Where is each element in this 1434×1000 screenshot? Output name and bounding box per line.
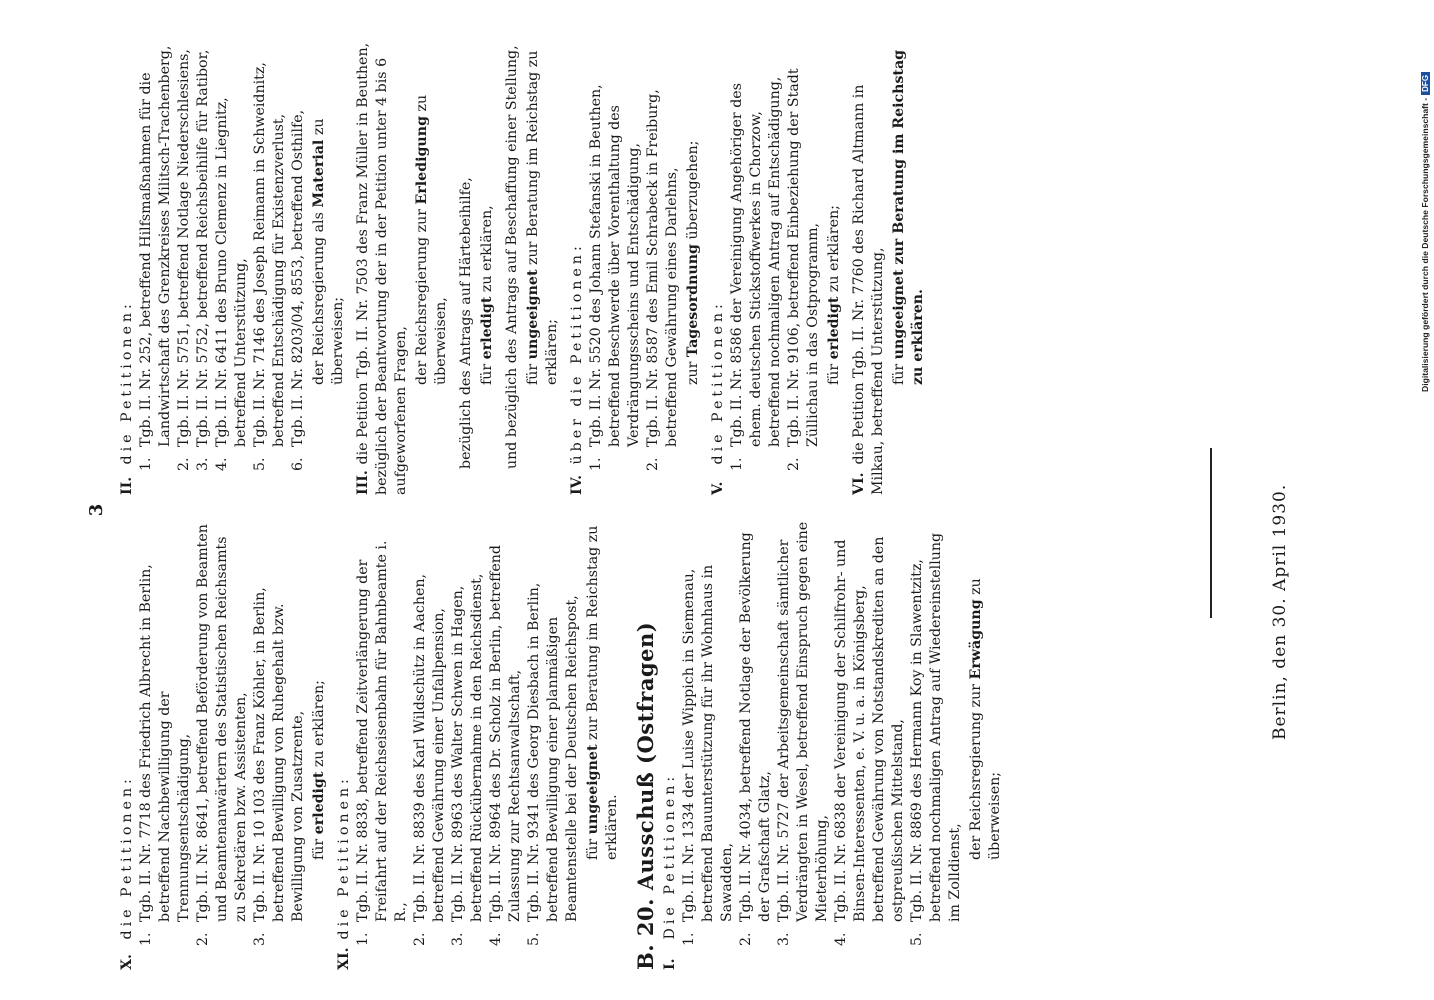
section-iii-number: III. [355, 470, 371, 495]
resolution-text: zu überweisen, [414, 94, 449, 385]
section-xi-heading [335, 520, 354, 970]
list-item [908, 520, 965, 970]
resolution [413, 40, 451, 495]
section-i-title: Die Petitionen: [662, 772, 678, 940]
item-number: 2. [645, 457, 661, 471]
list-item [137, 40, 175, 495]
resolution [890, 40, 928, 495]
list-item [487, 520, 525, 970]
list-item [525, 520, 582, 970]
item-text: Tgb. II. Nr. 8587 des Emil Schrabeck in Freiburg, betreffend Gewährung eines Darlehns, [645, 89, 680, 447]
resolution-text: der Reichsregierung zur [968, 679, 984, 860]
resolution [684, 40, 703, 495]
list-item [137, 520, 194, 970]
item-text: Tgb. II. Nr. 252, betreffend Hilfsmaßnahmen für die Landwirtschaft des Grenzkreises Militsch-Trachenberg, [138, 45, 173, 447]
resolution-keyword: erledigt [311, 771, 327, 835]
item-number: 4. [214, 457, 230, 471]
item-number: 4. [833, 932, 849, 946]
item-number: 1. [138, 932, 154, 946]
item-text: Tgb. II. Nr. 8641, betreffend Beförderung von Beamten und Beamtenanwärtern des Statistischen Reichsamts zu Sekretären bzw. Assistenten, [195, 524, 249, 922]
section-x-heading [118, 520, 137, 970]
item-number: 1. [138, 457, 154, 471]
resolution-keyword: erledigt [479, 296, 495, 360]
item-number: 3. [252, 932, 268, 946]
item-text: Tgb. II. Nr. 5727 der Arbeitsgemeinschaft sämtlicher Verdrängten in Wesel, betreffend Einspruch gegen eine Mieterhöhung, [776, 521, 830, 922]
section-xi-title: die Petitionen: [336, 775, 352, 940]
item-text: Tgb. II. Nr. 8586 der Vereinigung Angehöriger des ehem. deutschen Stickstoffwerkes in Chorzow, betreffend nochmaligen Antrag auf Entschädigung, [729, 76, 783, 447]
item-number: 5. [909, 932, 925, 946]
resolution-text: für [525, 359, 541, 385]
resolution-text: zu überweisen; [968, 578, 1003, 860]
resolution-text: zur [685, 357, 701, 385]
resolution-text: der Reichsregierung als [311, 207, 327, 385]
item-number: 2. [412, 932, 428, 946]
section-ii-heading [118, 40, 137, 495]
item-number: 2. [738, 932, 754, 946]
resolution-text: für [585, 834, 601, 860]
right-column [118, 40, 934, 495]
item-number: 2. [786, 457, 802, 471]
resolution-text: für [891, 359, 907, 385]
item-text: Tgb. II. Nr. 5520 des Johann Stefanski in Beuthen, betreffend Beschwerde über Vorenthaltung des Verdrängungsscheins und Entschädigung, [588, 84, 642, 447]
digitization-credit [1420, 72, 1430, 392]
section-iv-title: über die Petitionen: [569, 242, 585, 465]
section-xi-number: XI. [336, 947, 352, 970]
section-iii-line: und bezüglich des Antrags auf Beschaffung einer Stellung, [504, 45, 520, 469]
resolution-text: überzugehen; [685, 140, 701, 245]
list-item [644, 40, 682, 495]
item-text: Tgb. II. Nr. 9341 des Georg Diesbach in Berlin, betreffend Bewilligung einer planmäßigen Beamtenstelle bei der Deutschen Reichspost, [526, 582, 580, 922]
item-number: 1. [681, 932, 697, 946]
resolution-text: zu erklären; [826, 205, 842, 297]
resolution-text: für [826, 359, 842, 385]
signature-rule [1210, 448, 1212, 618]
item-text: Tgb. II. Nr. 6838 der Vereinigung der Schilfrohr- und Binsen-Interessenten, e. V. u. a. in Königsberg, betreffend Gewährung von Notstandskrediten an den ostpreußischen Mittelstand, [833, 536, 906, 922]
item-text: Tgb. II. Nr. 8964 des Dr. Scholz in Berlin, betreffend Zulassung zur Rechtsanwaltschaft, [488, 545, 523, 922]
section-iv-number: IV. [569, 474, 585, 495]
section-i-number: I. [662, 958, 678, 970]
item-text: Tgb. II. Nr. 4034, betreffend Notlage der Bevölkerung der Grafschaft Glatz, [738, 532, 773, 922]
list-item [354, 520, 411, 970]
item-number: 2. [176, 457, 192, 471]
list-item [785, 40, 823, 495]
item-text: Tgb. II. Nr. 7718 des Friedrich Albrecht in Berlin, betreffend Nachbewilligung der Trennungsentschädigung, [138, 564, 192, 922]
list-item [411, 520, 449, 970]
list-item [194, 520, 251, 970]
section-x-number: X. [119, 954, 135, 970]
resolution-keyword: ungeeignet [585, 744, 601, 835]
section-iii-line: bezüglich des Antrags auf Härtebeihilfe, [458, 177, 474, 469]
list-item [449, 520, 487, 970]
section-ii-title: die Petitionen: [119, 300, 135, 465]
item-number: 5. [526, 932, 542, 946]
section-iii-heading [354, 40, 411, 495]
resolution-text: zu erklären, [479, 205, 495, 297]
item-number: 3. [450, 932, 466, 946]
item-number: 6. [290, 457, 306, 471]
section-v-heading [709, 40, 728, 495]
list-item [728, 40, 785, 495]
section-v-title: die Petitionen: [710, 300, 726, 465]
item-text: Tgb. II. Nr. 1334 der Luise Wippich in Siemenau, betreffend Bauunterstützung für ihr Wohnhaus in Sawadden, [681, 564, 735, 922]
resolution-keyword: Erledigung [414, 116, 430, 205]
section-ii-number: II. [119, 476, 135, 495]
item-number: 3. [195, 457, 211, 471]
digitization-credit-text: Digitalisierung gefördert durch die Deutsche Forschungsgemeinschaft - [1420, 97, 1430, 392]
list-item [289, 40, 308, 495]
list-item [775, 520, 832, 970]
item-text: Tgb. II. Nr. 7146 des Joseph Reimann in Schweidnitz, betreffend Entschädigung für Existenzverlust, [252, 62, 287, 447]
item-number: 3. [776, 932, 792, 946]
section-iii-text: die Petition Tgb. II. Nr. 7503 des Franz Müller in Beuthen, bezüglich der Beantwortung der in der Petition unter 4 bis 6 aufgeworfenen Fragen, [355, 42, 409, 495]
item-number: 4. [488, 932, 504, 946]
list-item [175, 40, 194, 495]
item-number: 1. [355, 932, 371, 946]
section-vi-number: VI. [851, 472, 867, 495]
resolution-keyword: Erwägung [968, 599, 984, 680]
resolution-text: zu überweisen; [311, 118, 346, 385]
resolution-text: zur Beratung im Reichstag zu erklären; [525, 50, 560, 385]
resolution [584, 520, 622, 970]
item-text: Tgb. II. Nr. 5752, betreffend Reichsbeihilfe für Ratibor, [195, 49, 211, 447]
item-text: Tgb. II. Nr. 5751, betreffend Notlage Niederschlesiens, [176, 49, 192, 447]
list-item [213, 40, 251, 495]
item-text: Tgb. II. Nr. 8838, betreffend Zeitverlängerung der Freifahrt auf der Reichseisenbahn für Bahnbeamte i. R., [355, 540, 409, 922]
list-item [680, 520, 737, 970]
resolution-keyword: Tagesordnung [685, 244, 701, 358]
list-item [832, 520, 908, 970]
section-vi-text: die Petition Tgb. II. Nr. 7760 des Richard Altmann in Milkau, betreffend Unterstützung, [851, 84, 886, 495]
item-text: Tgb. II. Nr. 8839 des Karl Wildschütz in Aachen, betreffend Gewährung einer Unfallpension, [412, 574, 447, 922]
item-text: Tgb. II. Nr. 9106, betreffend Einbeziehung der Stadt Züllichau in das Ostprogramm, [786, 68, 821, 447]
item-text: Tgb. II. Nr. 6411 des Bruno Clemenz in Liegnitz, betreffend Unterstützung, [214, 97, 249, 447]
left-column [118, 520, 1011, 970]
resolution-keyword: ungeeignet [525, 269, 541, 360]
resolution [478, 40, 497, 495]
section-vi-heading [850, 40, 888, 495]
resolution-text: für [479, 359, 495, 385]
item-number: 5. [252, 457, 268, 471]
page-number: 3 [86, 503, 107, 517]
resolution [310, 520, 329, 970]
section-b-title: B. 20. Ausschuß (Ostfragen) [633, 621, 658, 970]
section-i-heading [661, 520, 680, 970]
list-item [737, 520, 775, 970]
resolution-text: zu erklären; [311, 680, 327, 772]
resolution [967, 520, 1005, 970]
resolution [825, 40, 844, 495]
resolution-keyword: erledigt [826, 296, 842, 360]
item-number: 1. [588, 457, 604, 471]
list-item [251, 520, 308, 970]
resolution-keyword: Material [311, 139, 327, 208]
item-text: Tgb. II. Nr. 8963 des Walter Schwen in Hagen, betreffend Rückübernahme in den Reichsdienst, [450, 573, 485, 922]
item-text: Tgb. II. Nr. 8203/04, 8553, betreffend Osthilfe, [290, 109, 306, 447]
item-text: Tgb. II. Nr. 10 103 des Franz Köhler, in Berlin, betreffend Bewilligung von Ruhegehalt bzw. Bewilligung von Zusatzrente, [252, 587, 306, 922]
list-item [194, 40, 213, 495]
section-x-title: die Petitionen: [119, 775, 135, 940]
item-number: 2. [195, 932, 211, 946]
item-text: Tgb. II. Nr. 8869 des Hermann Koy in Slawentzitz, betreffend nochmaligen Antrag auf Wiedereinstellung im Zolldienst, [909, 532, 963, 922]
date-line: Berlin, den 30. April 1930. [1270, 483, 1290, 740]
list-item [587, 40, 644, 495]
list-item [251, 40, 289, 495]
resolution-text: für [311, 834, 327, 860]
dfg-logo: DFG [1421, 72, 1430, 95]
resolution [310, 40, 348, 495]
resolution-keyword: ungeeignet zur Beratung im Reichstag zu erklären. [891, 49, 926, 385]
section-v-number: V. [710, 481, 726, 495]
resolution [524, 40, 562, 495]
rotated-document-page [86, 20, 1410, 1000]
item-number: 1. [729, 457, 745, 471]
resolution-text: zur Beratung im Reichstag zu erklären. [585, 525, 620, 860]
section-iv-heading [568, 40, 587, 495]
resolution-text: der Reichsregierung zur [414, 204, 430, 385]
